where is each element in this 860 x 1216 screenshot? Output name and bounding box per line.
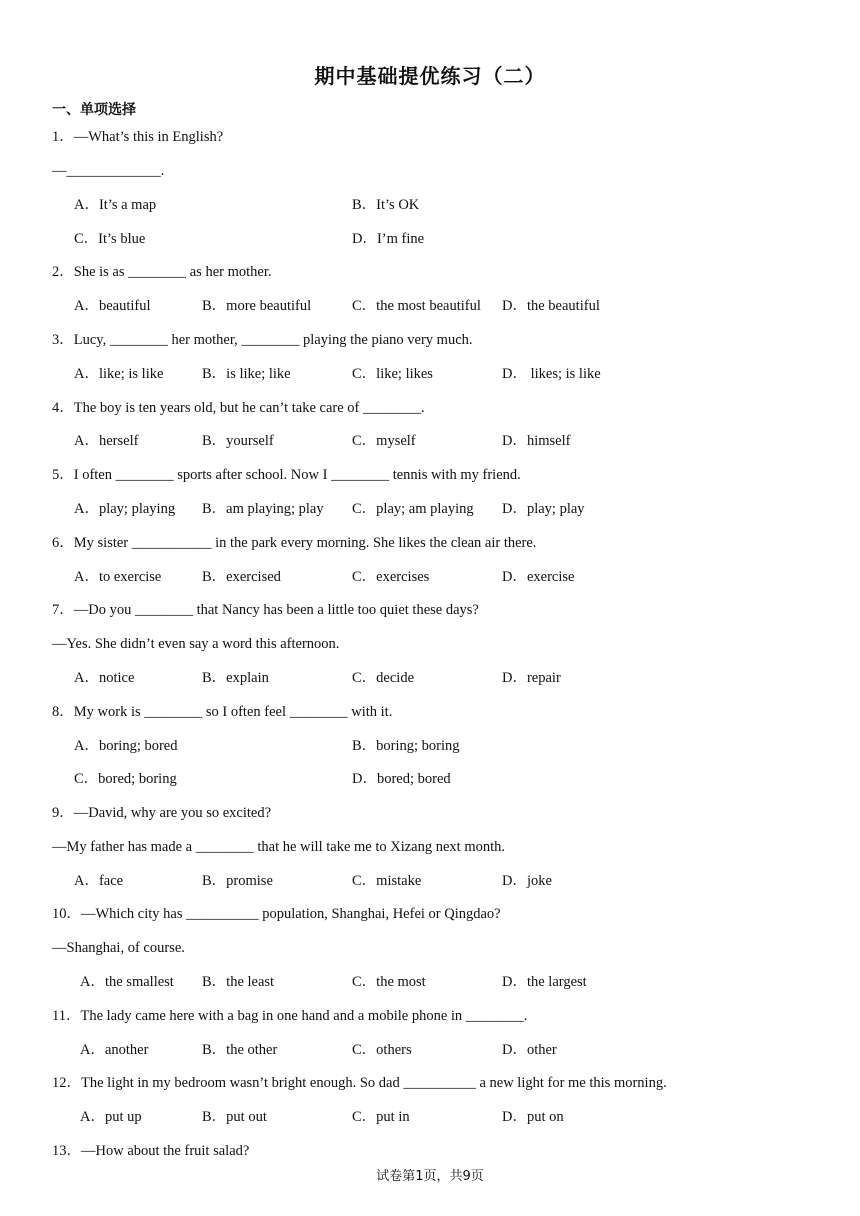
question-2-stem: 2．She is as ________ as her mother. (52, 264, 272, 280)
option-a[interactable]: A．beautiful (74, 298, 151, 314)
option-b[interactable]: B．explain (202, 670, 269, 686)
option-a[interactable]: A．another (80, 1042, 149, 1058)
option-b[interactable]: B．the least (202, 974, 275, 990)
option-c[interactable]: C．put in (352, 1109, 410, 1125)
question-3-stem: 3．Lucy, ________ her mother, ________ playing the piano very much. (52, 332, 473, 348)
page-footer: 试卷第1页，共9页 (376, 1169, 484, 1184)
option-a[interactable]: A．It’s a map (74, 197, 157, 213)
question-7-reply: —Yes. She didn’t even say a word this afternoon. (52, 636, 340, 652)
option-b[interactable]: B．am playing; play (202, 501, 324, 517)
option-a[interactable]: A．to exercise (74, 569, 162, 585)
option-b[interactable]: B．boring; boring (352, 738, 460, 754)
option-d[interactable]: D．exercise (502, 569, 575, 585)
option-d[interactable]: D．repair (502, 670, 561, 686)
option-b[interactable]: B．It’s OK (352, 197, 420, 213)
option-b[interactable]: B．promise (202, 873, 273, 889)
option-c[interactable]: C．like; likes (352, 366, 433, 382)
option-d[interactable]: D．the beautiful (502, 298, 600, 314)
question-4-stem: 4．The boy is ten years old, but he can’t take care of ________. (52, 400, 425, 416)
option-d[interactable]: D．bored; bored (352, 771, 451, 787)
option-d[interactable]: D．put on (502, 1109, 564, 1125)
option-c[interactable]: C．mistake (352, 873, 422, 889)
question-9-reply: —My father has made a ________ that he will take me to Xizang next month. (52, 839, 506, 855)
section-heading: 一、单项选择 (52, 102, 136, 118)
option-d[interactable]: D． likes; is like (502, 366, 601, 382)
option-b[interactable]: B．put out (202, 1109, 267, 1125)
option-c[interactable]: C．It’s blue (74, 231, 146, 247)
option-c[interactable]: C．decide (352, 670, 415, 686)
question-1-answer-line: —_____________. (52, 163, 165, 179)
question-8-stem: 8．My work is ________ so I often feel ________ with it. (52, 704, 393, 720)
option-a[interactable]: A．the smallest (80, 974, 174, 990)
option-c[interactable]: C．play; am playing (352, 501, 474, 517)
option-a[interactable]: A．herself (74, 433, 139, 449)
option-a[interactable]: A．play; playing (74, 501, 176, 517)
option-d[interactable]: D．himself (502, 433, 571, 449)
option-a[interactable]: A．notice (74, 670, 135, 686)
option-c[interactable]: C．exercises (352, 569, 430, 585)
option-d[interactable]: D．I’m fine (352, 231, 425, 247)
option-c[interactable]: C．myself (352, 433, 416, 449)
option-c[interactable]: C．bored; boring (74, 771, 177, 787)
option-a[interactable]: A．put up (80, 1109, 142, 1125)
option-b[interactable]: B．exercised (202, 569, 281, 585)
option-a[interactable]: A．like; is like (74, 366, 164, 382)
option-c[interactable]: C．the most (352, 974, 426, 990)
question-9-stem: 9．—David, why are you so excited? (52, 805, 272, 821)
option-a[interactable]: A．boring; bored (74, 738, 178, 754)
question-13-stem: 13．—How about the fruit salad? (52, 1143, 250, 1159)
option-c[interactable]: C．the most beautiful (352, 298, 481, 314)
option-a[interactable]: A．face (74, 873, 124, 889)
option-b[interactable]: B．more beautiful (202, 298, 312, 314)
option-d[interactable]: D．other (502, 1042, 557, 1058)
question-10-reply: —Shanghai, of course. (52, 940, 185, 956)
option-b[interactable]: B．the other (202, 1042, 278, 1058)
page-title: 期中基础提优练习（二） (314, 64, 546, 88)
question-10-stem: 10．—Which city has __________ population, Shanghai, Hefei or Qingdao? (52, 906, 501, 922)
question-1-stem: 1．—What’s this in English? (52, 129, 224, 145)
option-c[interactable]: C．others (352, 1042, 412, 1058)
question-11-stem: 11．The lady came here with a bag in one hand and a mobile phone in ________. (52, 1008, 528, 1024)
question-7-stem: 7．—Do you ________ that Nancy has been a little too quiet these days? (52, 602, 479, 618)
question-5-stem: 5．I often ________ sports after school. Now I ________ tennis with my friend. (52, 467, 521, 483)
option-b[interactable]: B．yourself (202, 433, 274, 449)
question-6-stem: 6．My sister ___________ in the park every morning. She likes the clean air there. (52, 535, 537, 551)
option-d[interactable]: D．joke (502, 873, 552, 889)
question-12-stem: 12．The light in my bedroom wasn’t bright enough. So dad __________ a new light for me this morning. (52, 1075, 667, 1091)
option-d[interactable]: D．the largest (502, 974, 587, 990)
option-b[interactable]: B．is like; like (202, 366, 291, 382)
option-d[interactable]: D．play; play (502, 501, 585, 517)
